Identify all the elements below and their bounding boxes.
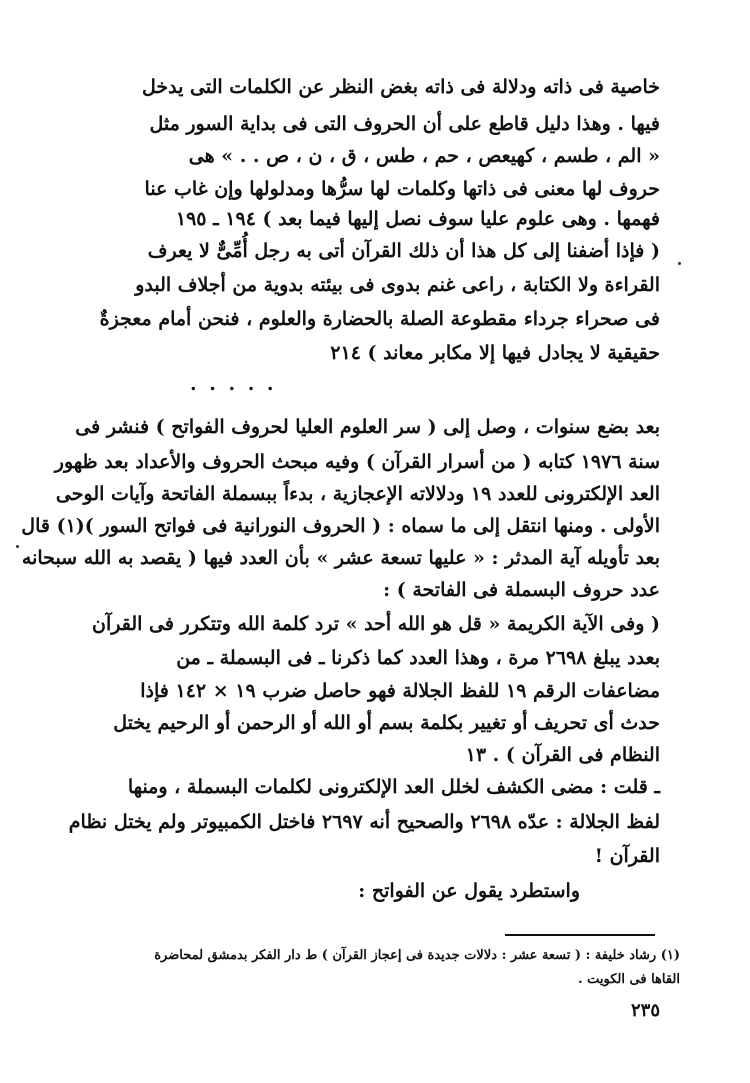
- paragraph-2-line-1: ( فإذا أضفنا إلى كل هذا أن ذلك القرآن أتى به رجل أُمِّىٌّ لا يعرف: [147, 240, 660, 262]
- paragraph-4-line-2: بعدد يبلغ ٢٦٩٨ مرة ، وهذا العدد كما ذكرنا ـ فى البسملة ـ من: [176, 647, 660, 669]
- paragraph-1-line-2: فيها . وهذا دليل قاطع على أن الحروف التى فى بداية السور مثل: [149, 113, 660, 135]
- paragraph-3-line-5: بعد تأويله آية المدثر : « عليها تسعة عشر » بأن العدد فيها ( يقصد به الله سبحانه: [21, 547, 660, 569]
- footnote-line-1: (١) رشاد خليفة : ( تسعة عشر : دلالات جديدة فى إعجاز القرآن ) ط دار الفكر بدمشق لمحاضرة: [154, 948, 680, 963]
- paragraph-6-line-1: واستطرد يقول عن الفواتح :: [358, 880, 580, 902]
- paragraph-1-line-3: « الم ، طسم ، كهيعص ، حم ، طس ، ق ، ن ، ص . . » هى: [188, 145, 660, 167]
- paragraph-1-line-1: خاصية فى ذاته ودلالة فى ذاته بغض النظر عن الكلمات التى يدخل: [141, 76, 660, 98]
- paragraph-1-line-5: فهمها . وهى علوم عليا سوف نصل إليها فيما بعد ) ١٩٤ ـ ١٩٥: [175, 208, 660, 230]
- paragraph-3-line-2: سنة ١٩٧٦ كتابه ( من أسرار القرآن ) وفيه مبحث الحروف والأعداد بعد ظهور: [54, 451, 660, 473]
- paragraph-3-line-4: الأولى . ومنها انتقل إلى ما سماه : ( الحروف النورانية فى فواتح السور )(١) قال: [21, 515, 660, 537]
- paragraph-5-line-2: لفظ الجلالة : عدّه ٢٦٩٨ والصحيح أنه ٢٦٩٧ فاختل الكمبيوتر ولم يختل نظام: [68, 811, 660, 833]
- page-number: ٢٣٥: [630, 1000, 660, 1021]
- footnote-rule: [505, 934, 655, 936]
- scan-speck: [678, 262, 681, 265]
- paragraph-2-line-2: القراءة ولا الكتابة ، راعى غنم بدوى فى بيئته بدوية من أجلاف البدو: [135, 274, 660, 296]
- paragraph-4-line-5: النظام فى القرآن ) . ١٣: [465, 744, 660, 766]
- scan-speck: [16, 545, 19, 548]
- paragraph-2-line-3: فى صحراء جرداء مقطوعة الصلة بالحضارة والعلوم ، فنحن أمام معجزةٌ: [99, 308, 660, 330]
- paragraph-4-line-3: مضاعفات الرقم ١٩ للفظ الجلالة فهو حاصل ضرب ١٩ × ١٤٢ فإذا: [140, 680, 660, 702]
- separator-dots: . . . . .: [190, 373, 277, 395]
- paragraph-3-line-1: بعد بضع سنوات ، وصل إلى ( سر العلوم العليا لحروف الفواتح ) فنشر فى: [75, 416, 660, 438]
- paragraph-3-line-3: العد الإلكترونى للعدد ١٩ ودلالاته الإعجازية ، بدءاً ببسملة الفاتحة وآيات الوحى: [55, 483, 660, 505]
- paragraph-4-line-1: ( وفى الآية الكريمة « قل هو الله أحد » ترد كلمة الله وتتكرر فى القرآن: [92, 613, 660, 635]
- paragraph-4-line-4: حدث أى تحريف أو تغيير بكلمة بسم أو الله أو الرحمن أو الرحيم يختل: [113, 712, 660, 734]
- paragraph-1-line-4: حروف لها معنى فى ذاتها وكلمات لها سرُّها ومدلولها وإن غاب عنا: [144, 178, 660, 200]
- paragraph-5-line-1: ـ قلت : مضى الكشف لخلل العد الإلكترونى لكلمات البسملة ، ومنها: [127, 776, 660, 798]
- footnote-line-2: القاها فى الكويت .: [578, 972, 680, 987]
- paragraph-2-line-4: حقيقية لا يجادل فيها إلا مكابر معاند ) ٢١٤: [330, 342, 660, 364]
- paragraph-3-line-6: عدد حروف البسملة فى الفاتحة ) :: [383, 579, 660, 601]
- paragraph-5-line-3: القرآن !: [594, 845, 660, 867]
